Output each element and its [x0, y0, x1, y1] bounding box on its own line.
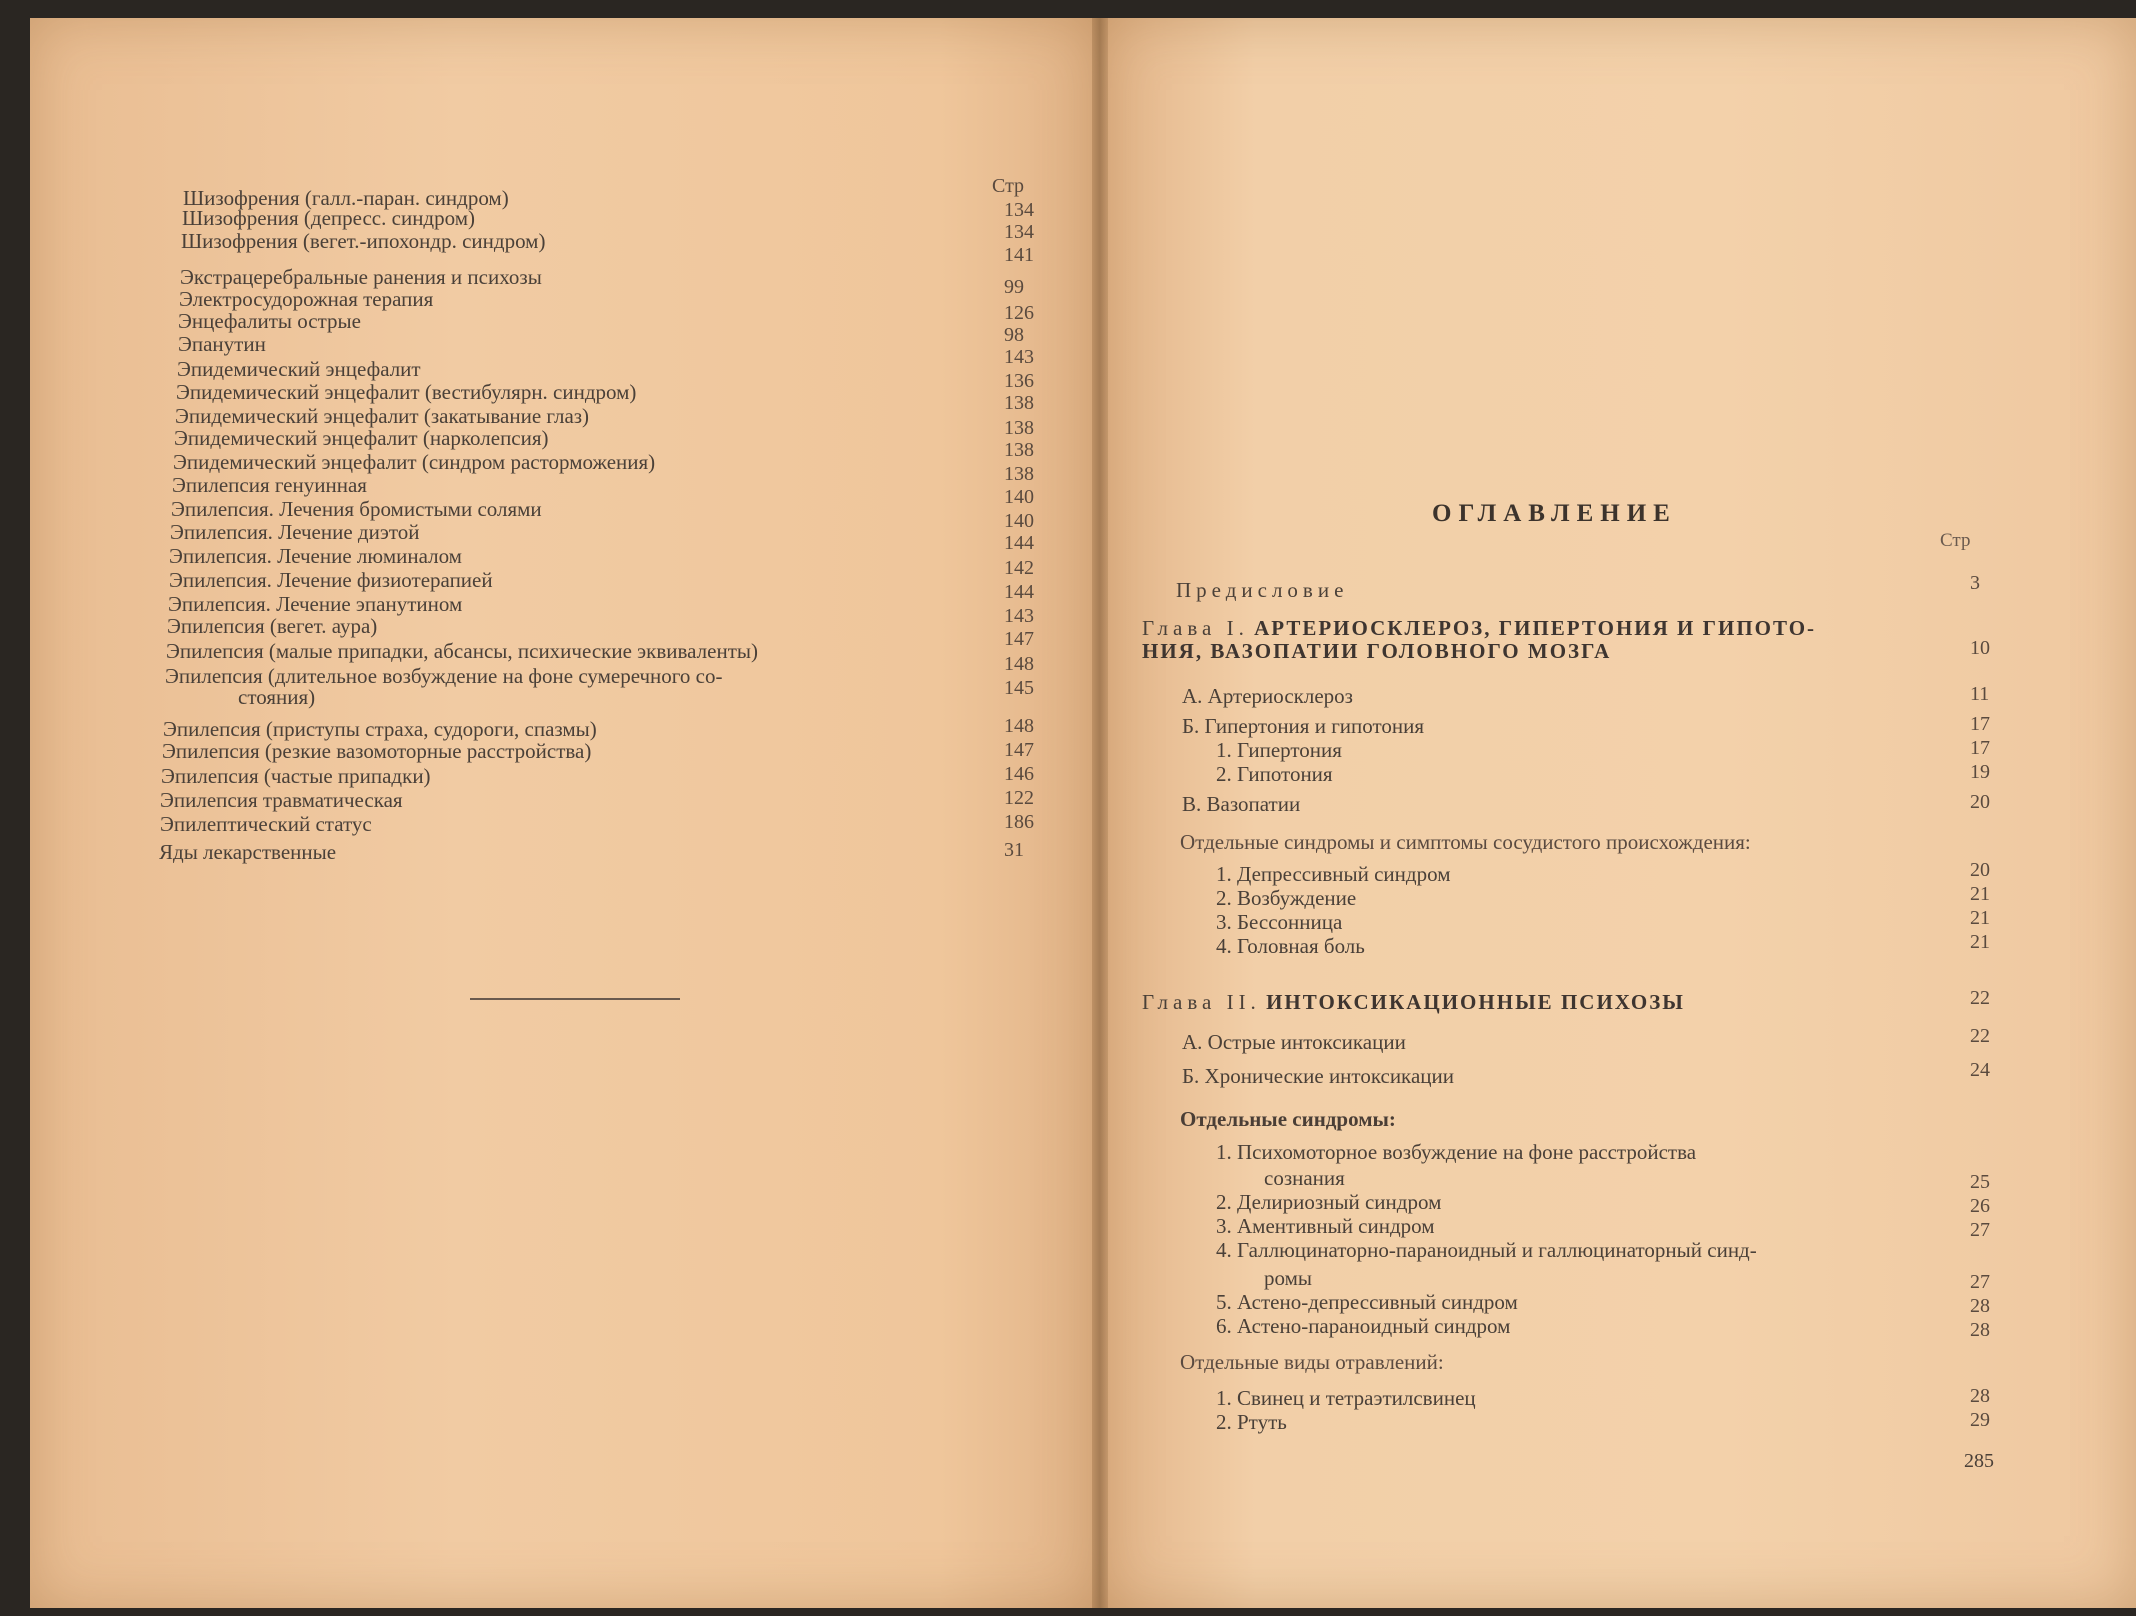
index-entry-text: стояния)	[238, 685, 316, 709]
toc-syndrome	[1216, 1290, 1518, 1314]
toc-section-page: 11	[1970, 683, 1990, 705]
toc-section-text: В. Вазопатии	[1182, 792, 1301, 816]
index-entry	[160, 788, 403, 812]
index-entry-text: Эпидемический энцефалит (синдром расторможения)	[173, 450, 656, 474]
index-entry-page: 147	[1004, 628, 1034, 650]
toc-section-page: 24	[1970, 1059, 1990, 1081]
toc-column-header: Стр	[1940, 530, 1971, 551]
index-entry-text: Шизофрения (депресс. синдром)	[182, 206, 475, 230]
index-entry	[177, 357, 421, 381]
index-entry	[166, 639, 758, 663]
index-entry	[171, 497, 542, 521]
index-entry-page: 140	[1004, 510, 1034, 532]
page-number: 285	[1964, 1450, 1994, 1472]
chapter1-title-line1: АРТЕРИОСКЛЕРОЗ, ГИПЕРТОНИЯ И ГИПОТО-	[1254, 616, 1817, 640]
index-entry	[178, 332, 266, 356]
toc-syndrome-text: 6. Астено-параноидный синдром	[1216, 1314, 1511, 1338]
index-entry-page: 99	[1004, 276, 1024, 298]
toc-syndrome	[1216, 934, 1365, 958]
index-entry	[175, 404, 589, 428]
index-entry	[168, 592, 462, 616]
index-entry-page: 148	[1004, 653, 1034, 675]
toc-syndrome-page: 21	[1970, 931, 1990, 953]
toc-poisoning	[1216, 1386, 1476, 1410]
toc-title: ОГЛАВЛЕНИЕ	[1432, 500, 1677, 527]
chapter1-prefix: Глава I.	[1142, 616, 1249, 640]
toc-syndrome	[1216, 1190, 1441, 1214]
index-entry-page: 126	[1004, 302, 1034, 324]
toc-preface-label: Предисловие	[1176, 578, 1349, 602]
index-entry	[161, 764, 431, 788]
index-entry-page: 146	[1004, 763, 1034, 785]
index-entry-page: 148	[1004, 715, 1034, 737]
toc-section-page: 17	[1970, 737, 1990, 759]
toc-section	[1182, 1030, 1406, 1054]
toc-syndrome-text: 1. Депрессивный синдром	[1216, 862, 1451, 886]
toc-poisoning-text: 1. Свинец и тетраэтилсвинец	[1216, 1386, 1476, 1410]
index-entry	[163, 717, 597, 741]
index-entry-page: 144	[1004, 532, 1034, 554]
index-entry-page: 144	[1004, 581, 1034, 603]
index-entry	[174, 426, 549, 450]
poisonings-heading: Отдельные виды отравлений:	[1180, 1350, 1444, 1374]
toc-syndrome-page: 28	[1970, 1295, 1990, 1317]
toc-section	[1182, 714, 1424, 738]
toc-section-text: 1. Гипертония	[1216, 738, 1342, 762]
toc-syndrome-text: 4. Галлюцинаторно-параноидный и галлюцинаторный синд-	[1216, 1238, 1757, 1262]
toc-poisoning-text: 2. Ртуть	[1216, 1410, 1287, 1434]
index-entry-text: Шизофрения (вегет.-ипохондр. синдром)	[181, 229, 546, 253]
toc-section-text: 2. Гипотония	[1216, 762, 1333, 786]
toc-syndrome-text: ромы	[1264, 1266, 1312, 1290]
toc-section	[1182, 792, 1300, 816]
toc-section	[1216, 738, 1342, 762]
index-entry	[179, 287, 433, 311]
index-entry-text: Яды лекарственные	[159, 840, 337, 864]
index-entry	[162, 739, 591, 763]
index-entry-page: 138	[1004, 439, 1034, 461]
toc-syndrome-text: 3. Бессонница	[1216, 910, 1343, 934]
index-entry-text: Эпилепсия. Лечение физиотерапией	[169, 568, 493, 592]
toc-section	[1182, 684, 1353, 708]
toc-syndrome	[1216, 862, 1451, 886]
index-entry	[159, 840, 336, 864]
index-entry-page: 143	[1004, 605, 1034, 627]
index-entry-text: Эпилепсия. Лечение эпанутином	[168, 592, 463, 616]
toc-syndrome	[1216, 910, 1342, 934]
chapter2-heading	[1142, 990, 1685, 1014]
index-entry	[167, 614, 377, 638]
index-entry-text: Эпидемический энцефалит	[177, 357, 421, 381]
index-entry-text: Эпилепсия (вегет. аура)	[167, 614, 378, 638]
index-entry-page: 122	[1004, 787, 1034, 809]
index-entry-text: Эпилепсия. Лечение люминалом	[169, 544, 462, 568]
index-entry-page: 141	[1004, 244, 1034, 266]
toc-syndrome	[1264, 1266, 1312, 1290]
index-entry-page: 134	[1004, 221, 1034, 243]
index-entry-page: 138	[1004, 417, 1034, 439]
index-entry-text: Эпилепсия генуинная	[172, 473, 367, 497]
index-entry-text: Эпилепсия. Лечения бромистыми солями	[171, 497, 542, 521]
chapter2-prefix: Глава II.	[1142, 990, 1261, 1014]
index-entry-page: 140	[1004, 486, 1034, 508]
toc-section-text: А. Артериосклероз	[1182, 684, 1353, 708]
index-entry	[176, 380, 636, 404]
toc-syndrome-page: 27	[1970, 1219, 1990, 1241]
index-entry-text: Эпилепсия (приступы страха, судороги, спазмы)	[163, 717, 597, 741]
index-entry-text: Эпилепсия (длительное возбуждение на фоне сумеречного со-	[165, 664, 723, 688]
toc-poisoning	[1216, 1410, 1287, 1434]
index-entry-text: Эпилепсия травматическая	[160, 788, 403, 812]
toc-syndrome-text: 2. Возбуждение	[1216, 886, 1357, 910]
toc-section	[1182, 1064, 1454, 1088]
index-entry-text: Эпилептический статус	[160, 812, 372, 836]
toc-syndrome	[1216, 1214, 1435, 1238]
toc-section-page: 20	[1970, 791, 1990, 813]
toc-syndrome-page: 21	[1970, 907, 1990, 929]
index-entry-page: 136	[1004, 370, 1034, 392]
toc-section-text: А. Острые интоксикации	[1182, 1030, 1406, 1054]
toc-preface-page: 3	[1970, 572, 1980, 594]
index-entry	[181, 229, 545, 253]
index-entry	[180, 265, 542, 289]
toc-syndrome-text: 4. Головная боль	[1216, 934, 1365, 958]
index-entry-page: 31	[1004, 839, 1024, 861]
toc-section-text: Б. Хронические интоксикации	[1182, 1064, 1454, 1088]
toc-section-text: Б. Гипертония и гипотония	[1182, 714, 1425, 738]
index-entry-page: 147	[1004, 739, 1034, 761]
toc-section-page: 17	[1970, 713, 1990, 735]
index-entry	[178, 309, 361, 333]
chapter1-page: 10	[1970, 637, 1990, 659]
toc-syndrome-text: 1. Психомоторное возбуждение на фоне расстройства	[1216, 1140, 1697, 1164]
toc-syndrome	[1216, 886, 1356, 910]
chapter2-page: 22	[1970, 987, 1990, 1009]
index-entry-text: Эпидемический энцефалит (вестибулярн. синдром)	[176, 380, 637, 404]
chapter1-title-line2: НИЯ, ВАЗОПАТИИ ГОЛОВНОГО МОЗГА	[1142, 639, 1612, 663]
chapter2-title: ИНТОКСИКАЦИОННЫЕ ПСИХОЗЫ	[1266, 990, 1685, 1014]
index-column-header: Стр	[992, 175, 1025, 197]
toc-syndrome-page: 25	[1970, 1171, 1990, 1193]
index-entry	[172, 473, 367, 497]
toc-syndrome	[1216, 1314, 1510, 1338]
index-entry	[182, 206, 475, 230]
index-entry	[169, 544, 462, 568]
index-entry-page: 186	[1004, 811, 1034, 833]
toc-section	[1216, 762, 1333, 786]
index-entry-text: Эпилепсия (малые припадки, абсансы, психические эквиваленты)	[166, 639, 758, 663]
chapter1-subheading: Отдельные синдромы и симптомы сосудистого происхождения:	[1180, 830, 1751, 854]
toc-syndrome-page: 26	[1970, 1195, 1990, 1217]
index-entry-text: Эпидемический энцефалит (нарколепсия)	[174, 426, 549, 450]
index-entry	[173, 450, 655, 474]
index-entry-page: 145	[1004, 677, 1034, 699]
index-entry-text: Энцефалиты острые	[178, 309, 361, 333]
index-entry-page: 98	[1004, 324, 1024, 346]
toc-syndrome	[1216, 1140, 1696, 1164]
index-entry-text: Экстрацеребральные ранения и психозы	[180, 265, 542, 289]
toc-syndrome-text: сознания	[1264, 1166, 1345, 1190]
toc-syndrome-text: 3. Аментивный синдром	[1216, 1214, 1435, 1238]
toc-syndrome-page: 27	[1970, 1271, 1990, 1293]
index-entry-page: 143	[1004, 346, 1034, 368]
end-rule	[470, 998, 680, 1000]
index-entry	[169, 568, 493, 592]
index-entry-page: 138	[1004, 463, 1034, 485]
toc-syndrome-text: 2. Делириозный синдром	[1216, 1190, 1442, 1214]
toc-syndrome	[1264, 1166, 1345, 1190]
toc-syndrome-page: 21	[1970, 883, 1990, 905]
toc-poisoning-page: 29	[1970, 1409, 1990, 1431]
toc-syndrome-text: 5. Астено-депрессивный синдром	[1216, 1290, 1518, 1314]
toc-section-page: 19	[1970, 761, 1990, 783]
index-entry	[170, 520, 420, 544]
index-entry-text: Эпилепсия. Лечение диэтой	[170, 520, 420, 544]
index-entry	[238, 685, 315, 709]
toc-syndrome-page: 20	[1970, 859, 1990, 881]
index-entry-page: 142	[1004, 557, 1034, 579]
toc-section-page: 22	[1970, 1025, 1990, 1047]
index-entry-page: 138	[1004, 392, 1034, 414]
toc-poisoning-page: 28	[1970, 1385, 1990, 1407]
index-entry-text: Эпилепсия (частые припадки)	[161, 764, 431, 788]
toc-syndrome	[1216, 1238, 1757, 1262]
book-gutter	[1092, 18, 1108, 1608]
toc-syndrome-page: 28	[1970, 1319, 1990, 1341]
index-entry-text: Шизофрения (галл.-паран. синдром)	[183, 186, 509, 210]
chapter2-subheading: Отдельные синдромы:	[1180, 1107, 1396, 1131]
index-entry-text: Эпилепсия (резкие вазомоторные расстройства)	[162, 739, 592, 763]
index-entry	[160, 812, 372, 836]
index-entry-text: Эпанутин	[178, 332, 266, 356]
index-entry-page: 134	[1004, 199, 1034, 221]
index-entry-text: Электросудорожная терапия	[179, 287, 434, 311]
chapter1-heading	[1142, 616, 1816, 640]
index-entry-text: Эпидемический энцефалит (закатывание глаз)	[175, 404, 590, 428]
